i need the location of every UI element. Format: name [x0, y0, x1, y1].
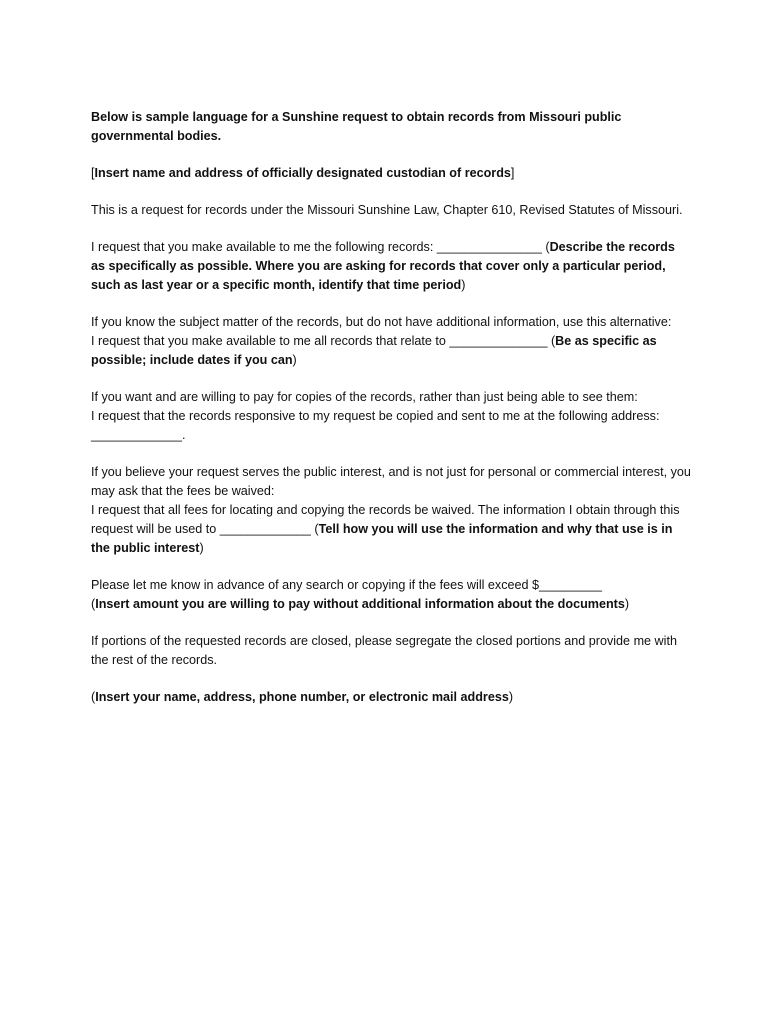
copies-paragraph [91, 388, 691, 445]
request-text: I request that you make available to me the following records: _______________ ( [91, 240, 550, 254]
copies-text: I request that the records responsive to my request be copied and sent to me at the following address: _____________. [91, 409, 660, 442]
document-heading: Below is sample language for a Sunshine request to obtain records from Missouri public governmental bodies. [91, 110, 622, 143]
advance-instruction: Insert amount you are willing to pay without additional information about the documents [95, 597, 625, 611]
alt-subject-text: I request that you make available to me all records that relate to ______________ ( [91, 334, 556, 348]
copies-intro: If you want and are willing to pay for copies of the records, rather than just being able to see them: [91, 390, 638, 404]
fees-waived-intro: If you believe your request serves the public interest, and is not just for personal or commercial interest, you may ask that the fees be waived: [91, 465, 691, 498]
advance-text: Please let me know in advance of any search or copying if the fees will exceed $_________ [91, 578, 603, 592]
advance-open: ( [91, 597, 96, 611]
signature-close: ) [508, 690, 514, 704]
custodian-open-bracket: [ [91, 166, 95, 180]
alt-subject-close: ) [292, 353, 297, 367]
fees-waived-text: I request that all fees for locating and copying the records be waived. The information I obtain through this request will be used to _____________ ( [91, 503, 680, 536]
advance-paragraph [91, 576, 691, 614]
custodian-text: Insert name and address of officially designated custodian of records [94, 166, 511, 180]
request-paragraph [91, 238, 691, 295]
advance-close: ) [624, 597, 630, 611]
fees-waived-instruction: Tell how you will use the information and why that use is in the public interest [91, 522, 673, 555]
request-close: ) [461, 278, 466, 292]
document-page [91, 108, 691, 725]
intro-paragraph: This is a request for records under the Missouri Sunshine Law, Chapter 610, Revised Statutes of Missouri. [91, 203, 683, 217]
alt-subject-instruction: Be as specific as possible; include dates if you can [91, 334, 657, 367]
fees-waived-paragraph [91, 463, 691, 558]
alt-subject-paragraph [91, 313, 691, 370]
custodian-placeholder [91, 164, 691, 183]
signature-open: ( [91, 690, 96, 704]
signature-placeholder [91, 688, 691, 707]
alt-subject-intro: If you know the subject matter of the records, but do not have additional information, use this alternative: [91, 315, 672, 329]
closed-records-paragraph: If portions of the requested records are closed, please segregate the closed portions and provide me with the rest of the records. [91, 634, 677, 667]
signature-instruction: Insert your name, address, phone number, or electronic mail address [95, 690, 509, 704]
custodian-close-bracket: ] [510, 166, 515, 180]
fees-waived-close: ) [199, 541, 204, 555]
request-instruction: Describe the records as specifically as possible. Where you are asking for records that cover only a particular period, such as last year or a specific month, identify that time period [91, 240, 675, 292]
